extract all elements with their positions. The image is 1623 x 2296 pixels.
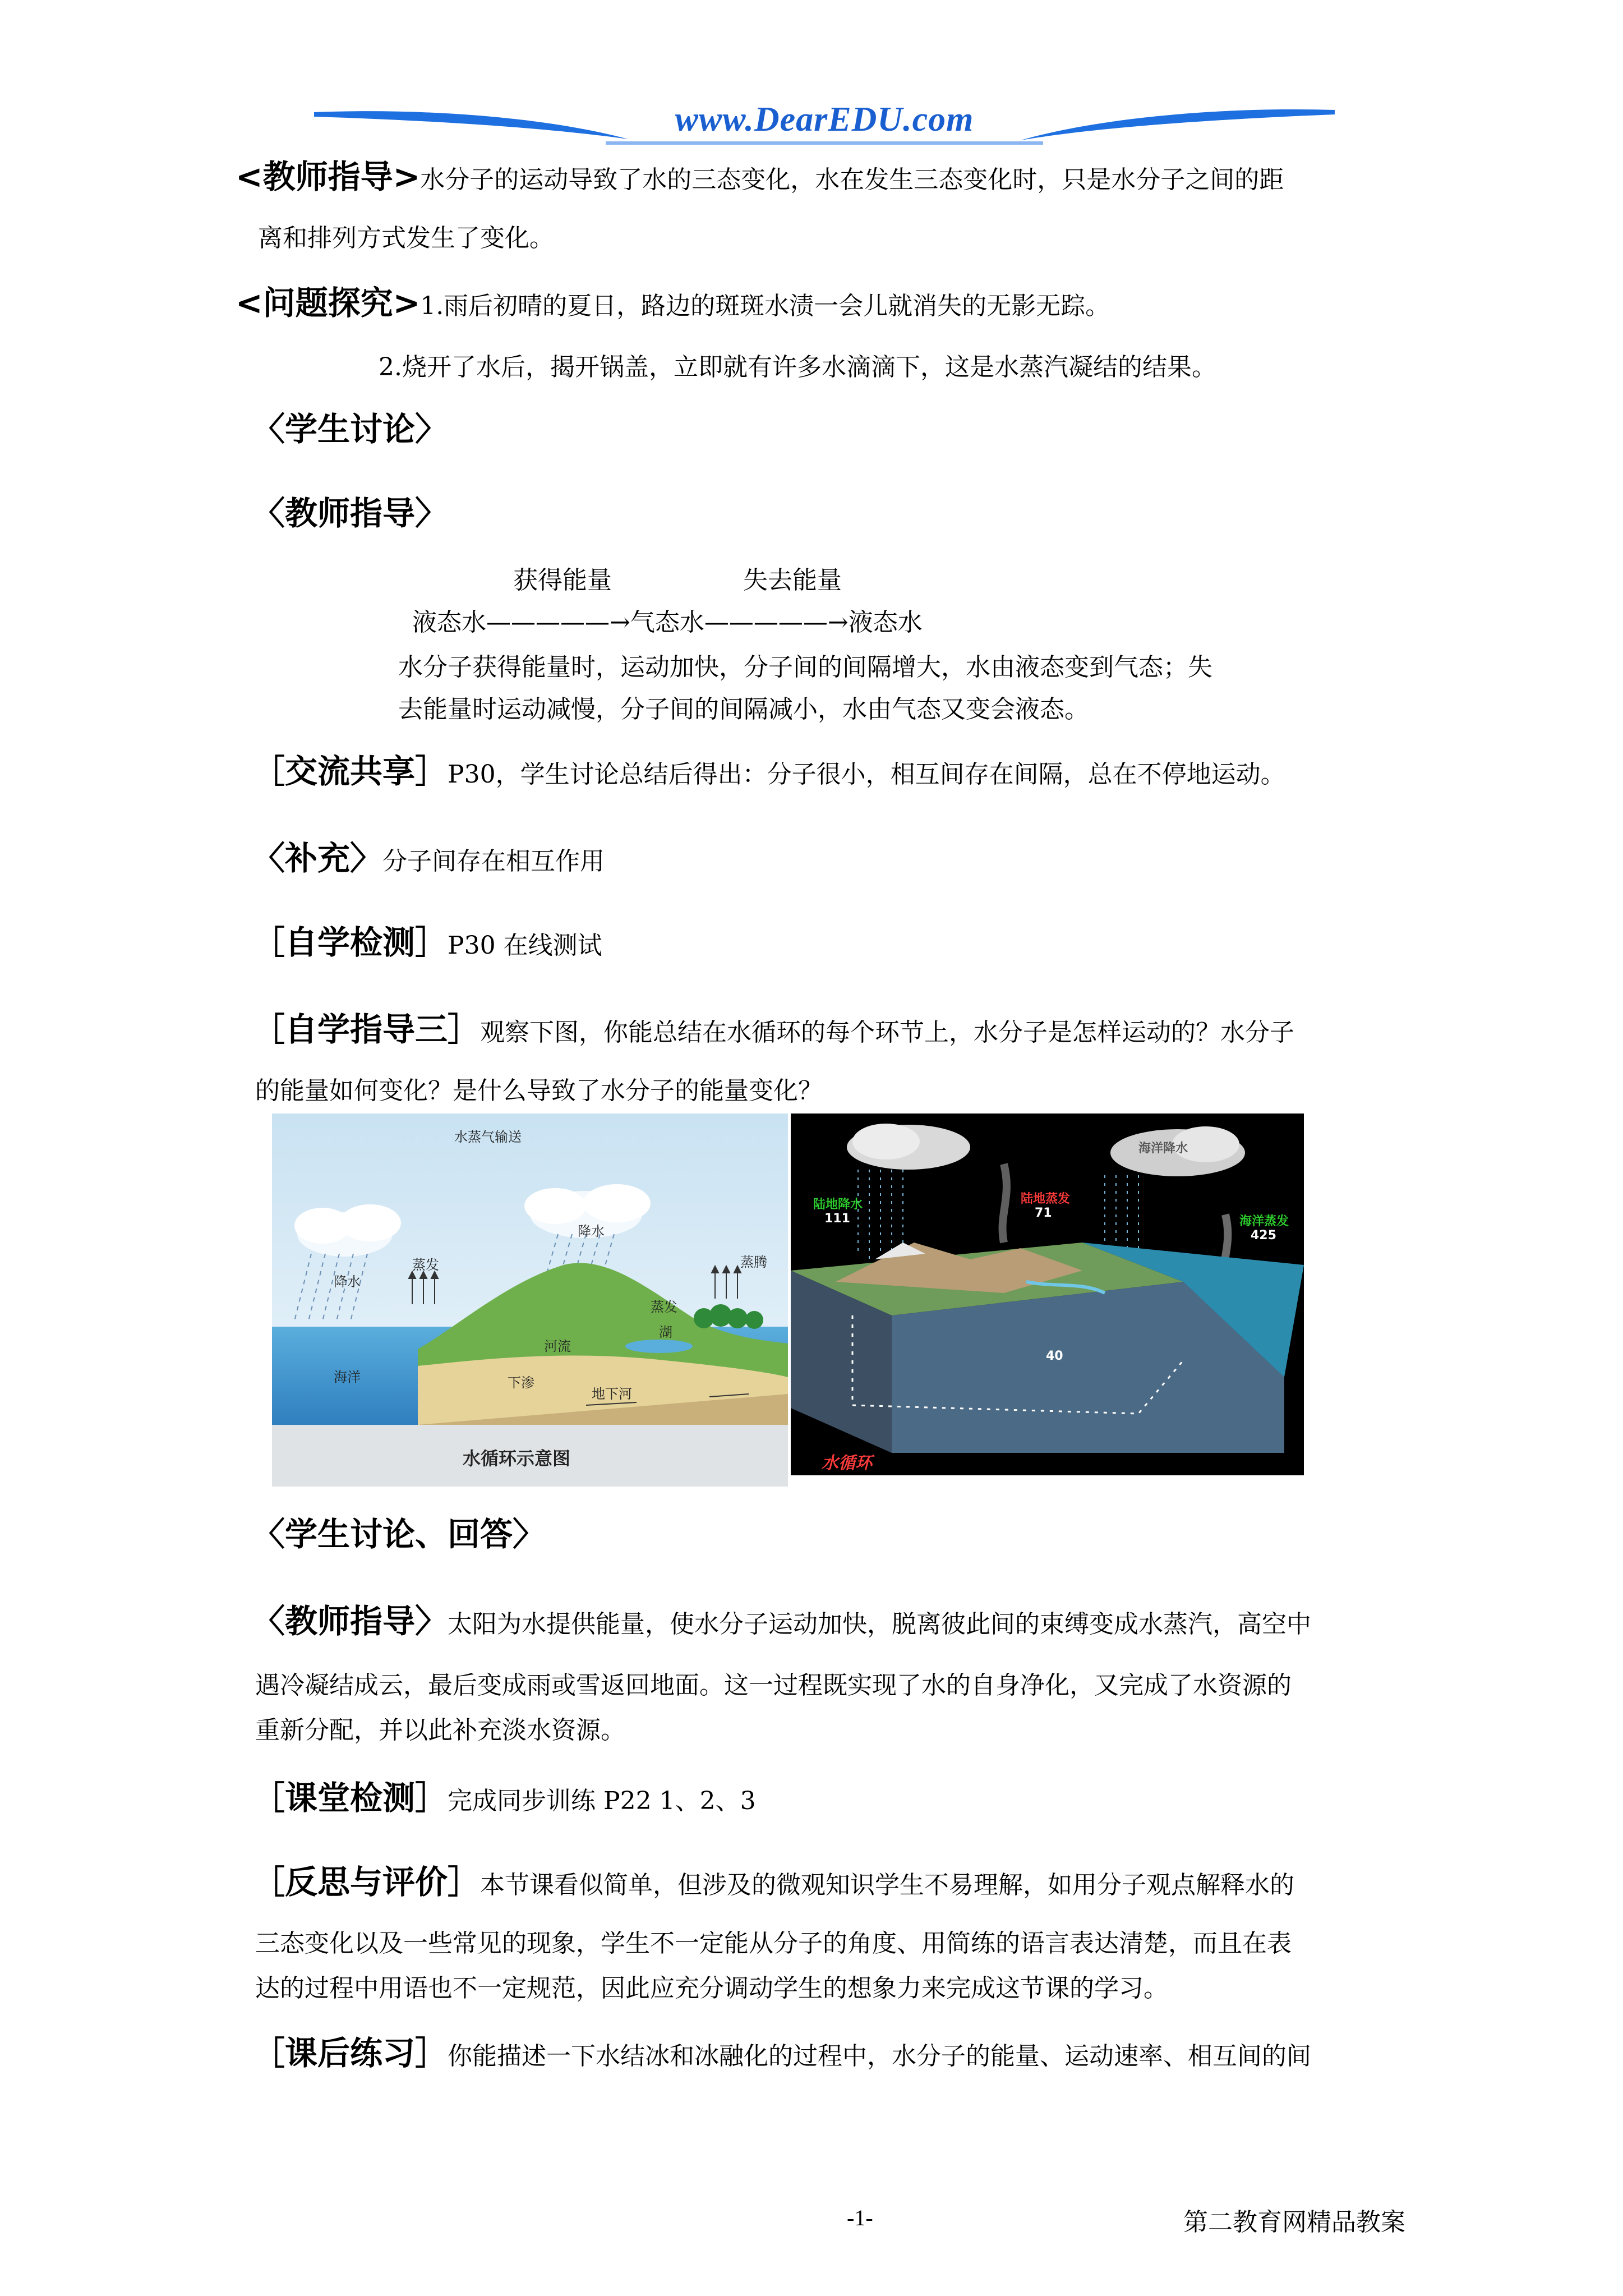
value-land-evaporation: 71 [1035,1206,1052,1220]
para-reflection [252,1865,1294,1902]
label-evaporation-ocean: 蒸发 [412,1257,439,1273]
section-tag: ［自学指导三］ [252,1010,481,1048]
para-text: 1.雨后初晴的夏日，路边的斑斑水渍一会儿就消失的无影无踪。 [420,292,1110,320]
para-teacher-guide-2 [252,1604,1311,1641]
section-tag: ［自学检测］ [252,923,448,961]
water-cycle-3d-figure [791,1114,1304,1475]
para-line: 2.烧开了水后，揭开锅盖，立即就有许多水滴滴下，这是水蒸汽凝结的结果。 [379,353,1216,381]
para-line: 重新分配，并以此补充淡水资源。 [255,1716,625,1745]
footer-source: 第二教育网精品教案 [1183,2208,1405,2237]
site-url: www.DearEDU.com [675,100,974,139]
section-tag: 〈学生讨论、回答〉 [252,1515,546,1553]
water-cycle-3d-art [791,1114,1304,1475]
para-class-test [252,1781,756,1818]
section-student-discussion [252,412,448,449]
para-text: 完成同步训练 P22 1、2、3 [448,1787,756,1815]
para-text: 太阳为水提供能量，使水分子运动加快，脱离彼此间的束缚变成水蒸汽，高空中 [448,1610,1312,1639]
para-self-test [252,923,602,963]
para-line: 去能量时运动减慢，分子间的间隔减小，水由气态又变会液态。 [398,695,1089,724]
section-tag: <教师指导> [236,158,421,196]
label-lake: 湖 [659,1324,672,1340]
section-tag: 〈学生讨论〉 [252,410,448,448]
para-exchange-share [252,754,1285,792]
label-underground-river: 地下河 [592,1386,632,1402]
section-tag: 〈补充〉 [252,839,383,877]
section-tag: 〈教师指导〉 [252,494,448,532]
section-tag: ［课堂检测］ [252,1779,448,1817]
section-tag: ［课后练习］ [252,2034,448,2072]
section-teacher-guide [252,496,448,533]
water-cycle-diagram-figure [272,1114,788,1487]
label-ocean: 海洋 [334,1369,361,1385]
label-infiltration: 下渗 [508,1375,534,1391]
figure2-title: 水循环 [822,1453,872,1473]
value-land-precipitation: 111 [824,1212,850,1226]
water-cycle-diagram-art [272,1114,788,1487]
para-text: P30，学生讨论总结后得出：分子很小，相互间存在间隔，总在不停地运动。 [448,760,1285,789]
label-ocean-precipitation: 海洋降水 [1138,1142,1188,1156]
diagram-gain-label: 获得能量 [513,566,612,595]
para-text: 观察下图，你能总结在水循环的每个环节上，水分子是怎样运动的？水分子 [480,1018,1295,1047]
para-line: 三态变化以及一些常见的现象，学生不一定能从分子的角度、用简练的语言表达清楚，而且在表 [255,1929,1292,1958]
section-tag: ［交流共享］ [252,752,448,790]
para-text: 你能描述一下水结冰和冰融化的过程中，水分子的能量、运动速率、相互间的间 [448,2042,1312,2070]
para-line: 离和排列方式发生了变化。 [258,224,554,252]
label-ocean-evaporation: 海洋蒸发 [1239,1214,1289,1228]
label-river: 河流 [544,1338,571,1354]
label-evaporation-lake: 蒸发 [651,1299,677,1315]
para-line: 的能量如何变化？是什么导致了水分子的能量变化？ [255,1076,823,1105]
label-rain-land: 降水 [578,1223,605,1239]
label-transpiration: 蒸腾 [740,1254,767,1270]
para-teacher-guide-1 [236,160,1284,197]
para-self-guide-3 [252,1010,1295,1050]
para-supplement [252,841,605,878]
label-vapor-transport: 水蒸气输送 [454,1129,522,1145]
para-text: 本节课看似简单，但涉及的微观知识学生不易理解，如用分子观点解释水的 [480,1871,1295,1899]
para-line: 遇冷凝结成云，最后变成雨或雪返回地面。这一过程既实现了水的自身净化，又完成了水资源的 [255,1671,1292,1700]
value-runoff: 40 [1046,1349,1063,1363]
para-text: 分子间存在相互作用 [382,847,605,876]
para-text: P30 在线测试 [448,931,602,960]
para-question-explore [236,286,1110,323]
section-student-answer [252,1517,545,1554]
diagram-lose-label: 失去能量 [743,566,842,595]
site-header [314,95,1335,151]
section-tag: 〈教师指导〉 [252,1602,448,1640]
para-line: 达的过程中用语也不一定规范，因此应充分调动学生的想象力来完成这节课的学习。 [255,1974,1168,2003]
para-line: 水分子获得能量时，运动加快，分子间的间隔增大，水由液态变到气态；失 [398,653,1212,682]
section-tag: ［反思与评价］ [252,1863,481,1901]
page-number: -1- [847,2205,873,2230]
label-land-precipitation: 陆地降水 [813,1198,863,1212]
label-land-evaporation: 陆地蒸发 [1021,1192,1071,1206]
para-text: 水分子的运动导致了水的三态变化，水在发生三态变化时，只是水分子之间的距 [420,165,1284,194]
value-ocean-evaporation: 425 [1251,1228,1276,1243]
section-tag: <问题探究> [236,284,421,322]
figure1-title: 水循环示意图 [463,1448,571,1469]
para-homework [252,2036,1311,2073]
diagram-flow: 液态水—————→气态水—————→液态水 [412,608,923,637]
label-rain-ocean: 降水 [334,1274,361,1290]
